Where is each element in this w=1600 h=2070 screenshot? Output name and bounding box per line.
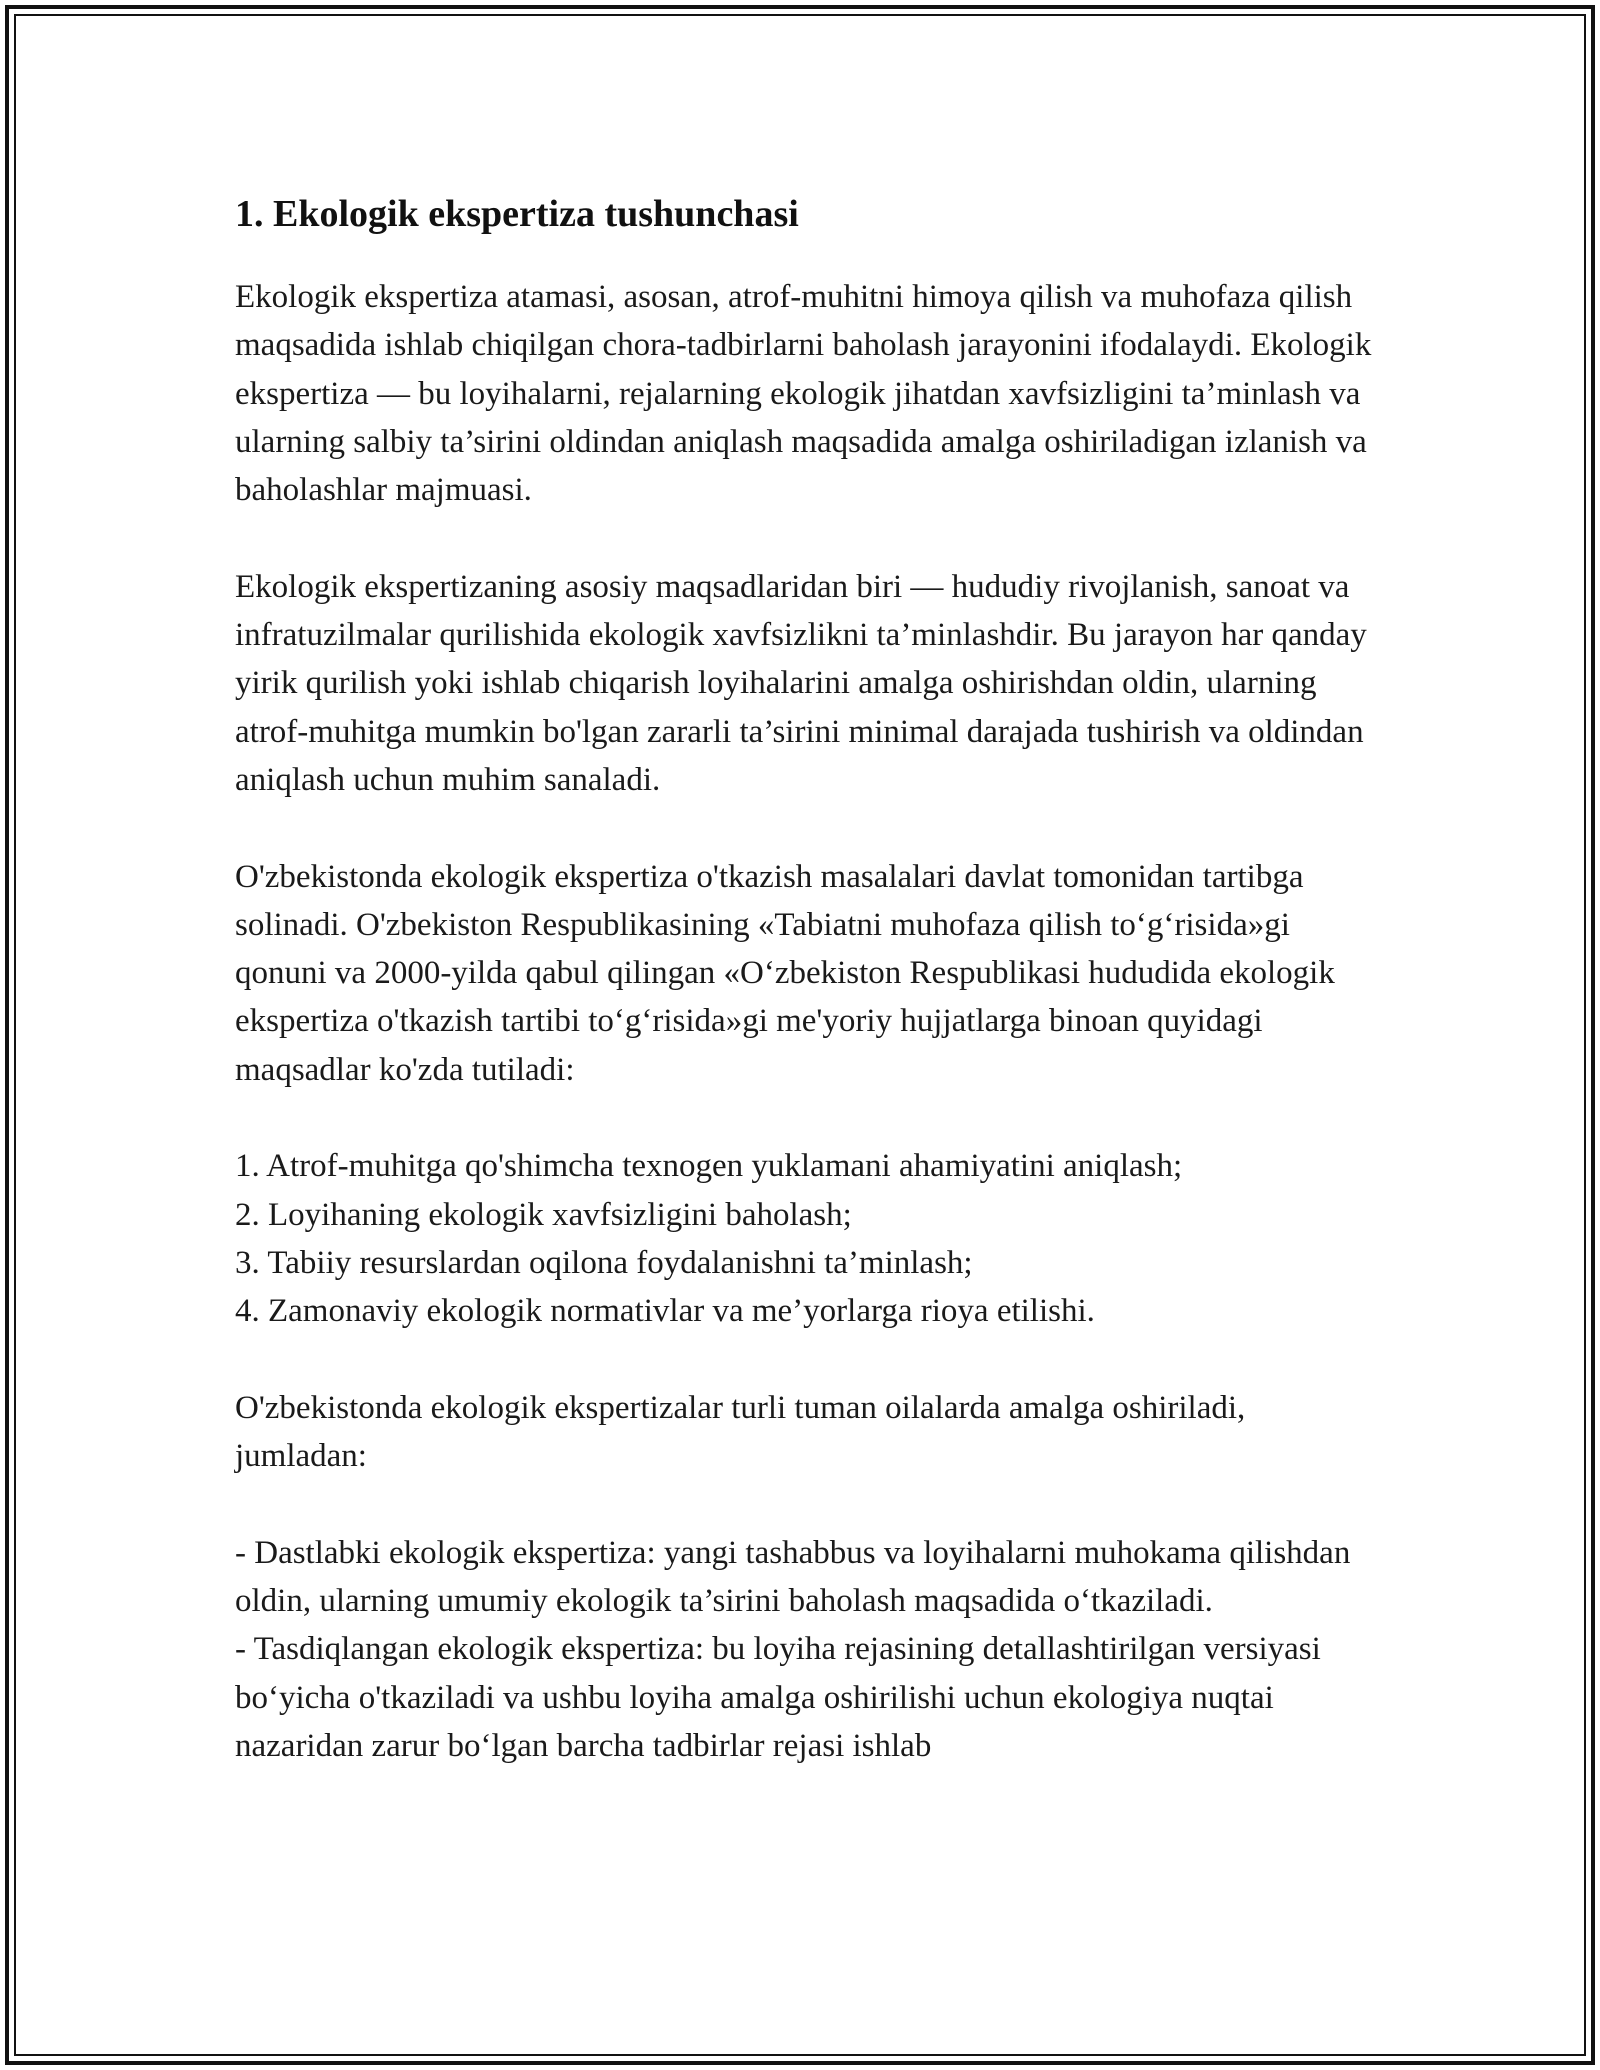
list-item: 2. Loyihaning ekologik xavfsizligini baholash; xyxy=(235,1196,852,1233)
paragraph-gap xyxy=(235,514,1375,562)
paragraph-gap xyxy=(235,1094,1375,1142)
paragraph-gap xyxy=(235,1336,1375,1384)
paragraph-main-goal: Ekologik ekspertizaning asosiy maqsadlaridan biri — hududiy rivojlanish, sanoat va infratuzilmalar qurilishida ekologik xavfsizlikni ta’minlashdir. Bu jarayon har qanday yirik qurilish yoki ishlab chiqarish loyihalarini amalga oshirishdan oldin, ularning atrof-muhitga mumkin bo'lgan zararli ta’sirini minimal darajada tushirish va oldindan aniqlash uchun muhim sanaladi. xyxy=(235,568,1367,798)
paragraph-types-intro: O'zbekistonda ekologik ekspertizalar turli tuman oilalarda amalga oshiriladi, jumladan: xyxy=(235,1389,1246,1475)
paragraph-gap xyxy=(235,804,1375,852)
paragraph-definition: Ekologik ekspertiza atamasi, asosan, atrof-muhitni himoya qilish va muhofaza qilish maqsadida ishlab chiqilgan chora-tadbirlarni baholash jarayonini ifodalaydi. Ekologik ekspertiza — bu loyihalarni, rejalarning ekologik jihatdan xavfsizligini ta’minlash va ularning salbiy ta’sirini oldindan aniqlash maqsadida amalga oshiriladigan izlanish va baholashlar majmuasi. xyxy=(235,279,1372,509)
list-item: 4. Zamonaviy ekologik normativlar va me’yorlarga rioya etilishi. xyxy=(235,1293,1095,1330)
paragraph-gap xyxy=(235,1480,1375,1528)
type-item-preliminary: - Dastlabki ekologik ekspertiza: yangi tashabbus va loyihalarni muhokama qilishdan oldin, ularning umumiy ekologik ta’sirini baholash maqsadida o‘tkaziladi. xyxy=(235,1534,1351,1620)
list-item: 3. Tabiiy resurslardan oqilona foydalanishni ta’minlash; xyxy=(235,1244,973,1281)
type-item-approved: - Tasdiqlangan ekologik ekspertiza: bu loyiha rejasining detallashtirilgan versiyasi bo‘yicha o'tkaziladi va ushbu loyiha amalga oshirilishi uchun ekologiya nuqtai nazaridan zarur bo‘lgan barcha tadbirlar rejasi ishlab xyxy=(235,1631,1321,1764)
paragraph-legal-basis: O'zbekistonda ekologik ekspertiza o'tkazish masalalari davlat tomonidan tartibga solinadi. O'zbekiston Respublikasining «Tabiatni muhofaza qilish to‘g‘risida»gi qonuni va 2000-yilda qabul qilingan «O‘zbekiston Respublikasi hududida ekologik ekspertiza o'tkazish tartibi to‘g‘risida»gi me'yoriy hujjatlarga binoan quyidagi maqsadlar ko'zda tutiladi: xyxy=(235,858,1335,1088)
list-item: 1. Atrof-muhitga qo'shimcha texnogen yuklamani ahamiyatini aniqlash; xyxy=(235,1148,1183,1185)
section-heading: 1. Ekologik ekspertiza tushunchasi xyxy=(235,193,799,235)
document-body xyxy=(235,188,1375,1770)
